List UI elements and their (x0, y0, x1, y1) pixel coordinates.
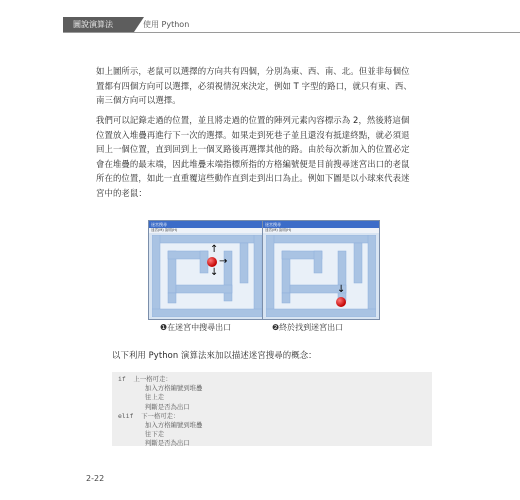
arrow-down-icon: ↓ (210, 267, 219, 278)
figure-caption-2 (272, 322, 343, 334)
arrow-down-icon: ↓ (337, 284, 346, 295)
chapter-subtitle: 使用 Python (143, 20, 190, 29)
window-titlebar: 迷宮搜尋 (149, 221, 265, 228)
arrow-right-icon: → (219, 256, 228, 267)
code-line: 加入方格編號到堆疊 (118, 421, 203, 430)
caption-text: 在迷宮中搜尋出口 (167, 323, 232, 332)
maze-screenshot-2 (262, 220, 380, 320)
chapter-title: 圖說演算法 (73, 20, 113, 29)
code-line: 往下走 (118, 430, 165, 439)
caption-number: ❶ (160, 323, 168, 332)
window-menubar: 迷宮(M) 說明(H) (263, 228, 379, 233)
code-block (112, 372, 432, 446)
code-line: 加入方格編號到堆疊 (118, 384, 203, 393)
paragraph-2: 我們可以記錄走過的位置，並且將走過的位置的陣列元素內容標示為 2，然後將這個位置放入堆疊再進行下一次的選擇。如果走到死巷子並且還沒有抵達終點，就必須退回上一個位置，直到回到上一個叉路後再選擇其他的路。由於每次新加入的位置必定會在堆疊的最末端，因此堆疊末端指標所指的方格編號便是目前搜尋迷宮出口的老鼠所在的位置，如此一直重覆這些動作直到走到出口為止。例如下圖是以小球來代表迷宮中的老鼠： (96, 115, 410, 198)
mouse-ball (336, 297, 346, 307)
maze-screenshot-1 (148, 220, 266, 320)
arrow-up-icon: ↑ (210, 244, 219, 255)
maze-grid (266, 235, 376, 317)
caption-number: ❷ (272, 323, 280, 332)
page-number: 2-22 (86, 474, 105, 483)
paragraph-3: 以下利用 Python 演算法來加以描述迷宮搜尋的概念： (112, 350, 317, 360)
code-line: if 上一格可走： (118, 375, 172, 383)
code-line: 判斷是否為出口 (118, 439, 190, 448)
chapter-tab (63, 17, 134, 32)
code-line: 往上走 (118, 393, 165, 402)
paragraph-1: 如上圖所示，老鼠可以選擇的方向共有四個，分別為東、西、南、北。但並非每個位置都有四個方向可以選擇，必須視情況來決定，例如 T 字型的路口，就只有東、西、南三個方向可以選擇。 (96, 66, 412, 105)
code-line: 判斷是否為出口 (118, 402, 190, 411)
window-titlebar: 迷宮搜尋 (263, 221, 379, 228)
maze-grid (152, 235, 262, 317)
code-line: elif 下一格可走： (118, 411, 180, 420)
header-rule (63, 32, 520, 33)
caption-text: 終於找到迷宮出口 (279, 323, 344, 332)
figure-caption-1 (160, 322, 231, 334)
window-menubar: 迷宮(M) 說明(H) (149, 228, 265, 233)
mouse-ball (207, 257, 217, 267)
